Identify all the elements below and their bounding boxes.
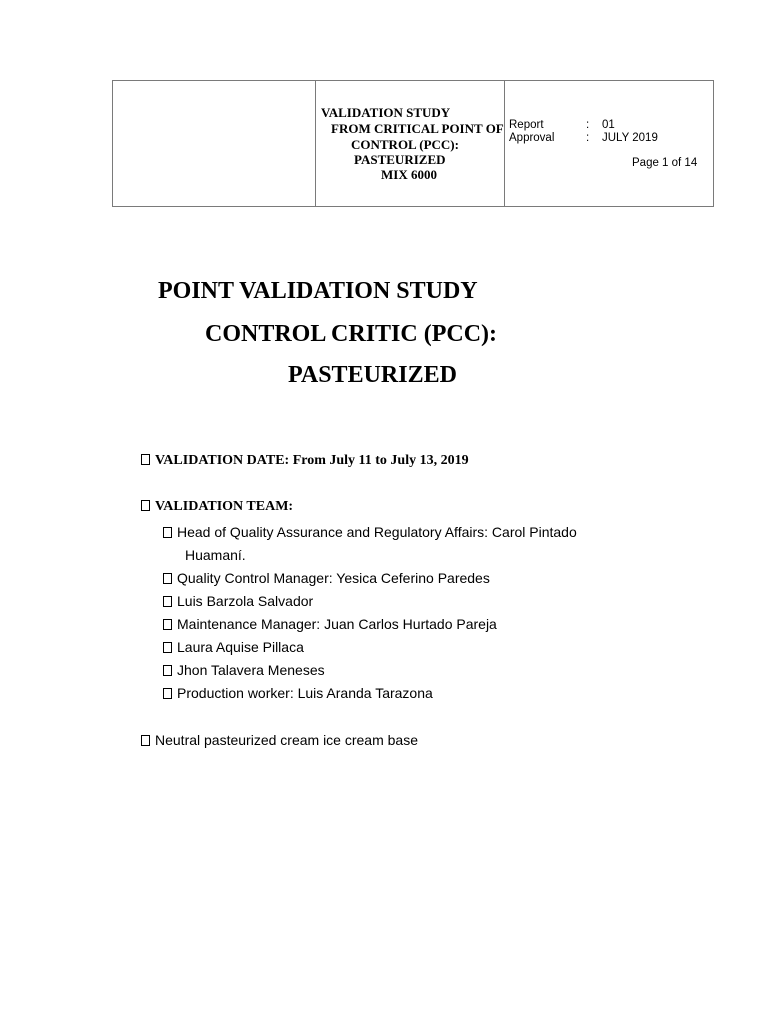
approval-label: Approval: [509, 132, 555, 144]
team-member-text: Jhon Talavera Meneses: [177, 662, 325, 678]
team-member: [163, 661, 325, 679]
bullet-box-icon: [163, 573, 172, 584]
team-member-text: Production worker: Luis Aranda Tarazona: [177, 685, 433, 701]
bullet-box-icon: [163, 665, 172, 676]
bullet-box-icon: [163, 596, 172, 607]
header-title-line-1: VALIDATION STUDY: [321, 105, 451, 120]
header-divider-1: [315, 81, 316, 206]
page-number: Page 1 of 14: [632, 157, 698, 169]
report-label: Report: [509, 119, 544, 131]
approval-value: JULY 2019: [602, 132, 658, 144]
team-member: [163, 523, 577, 541]
bullet-box-icon: [141, 500, 150, 511]
team-member: [163, 592, 313, 610]
team-member: [163, 684, 433, 702]
bullet-box-icon: [141, 735, 150, 746]
bullet-box-icon: [163, 619, 172, 630]
header-title-line-5: MIX 6000: [381, 167, 437, 182]
team-member-text: Luis Barzola Salvador: [177, 593, 314, 609]
bullet-box-icon: [163, 688, 172, 699]
header-title-line-4: PASTEURIZED: [354, 152, 446, 167]
team-member-continuation: Huamaní.: [185, 547, 246, 563]
product-description: [141, 731, 418, 749]
header-divider-2: [504, 81, 505, 206]
team-member: [163, 569, 490, 587]
team-member-text: Laura Aquise Pillaca: [177, 639, 304, 655]
main-title-line-3: PASTEURIZED: [288, 362, 457, 388]
team-member: [163, 615, 497, 633]
bullet-box-icon: [163, 642, 172, 653]
team-member-text: Head of Quality Assurance and Regulatory Affairs: Carol Pintado: [177, 524, 577, 540]
validation-team-heading: [141, 498, 293, 516]
validation-team-heading-text: VALIDATION TEAM:: [155, 499, 294, 514]
main-title-line-1: POINT VALIDATION STUDY: [158, 278, 478, 304]
validation-date-text: VALIDATION DATE: From July 11 to July 13, 2019: [155, 453, 469, 468]
team-member-text: Quality Control Manager: Yesica Ceferino Paredes: [177, 570, 490, 586]
report-separator: :: [586, 119, 590, 131]
team-member: [163, 638, 304, 656]
approval-separator: :: [586, 132, 590, 144]
header-title-line-2: FROM CRITICAL POINT OF: [331, 121, 504, 136]
team-member-text: Maintenance Manager: Juan Carlos Hurtado Pareja: [177, 616, 497, 632]
bullet-box-icon: [163, 527, 172, 538]
validation-date: [141, 452, 469, 470]
bullet-box-icon: [141, 454, 150, 465]
product-description-text: Neutral pasteurized cream ice cream base: [155, 732, 419, 748]
header-title-line-3: CONTROL (PCC):: [351, 137, 459, 152]
report-value: 01: [602, 119, 615, 131]
main-title-line-2: CONTROL CRITIC (PCC):: [205, 321, 498, 347]
